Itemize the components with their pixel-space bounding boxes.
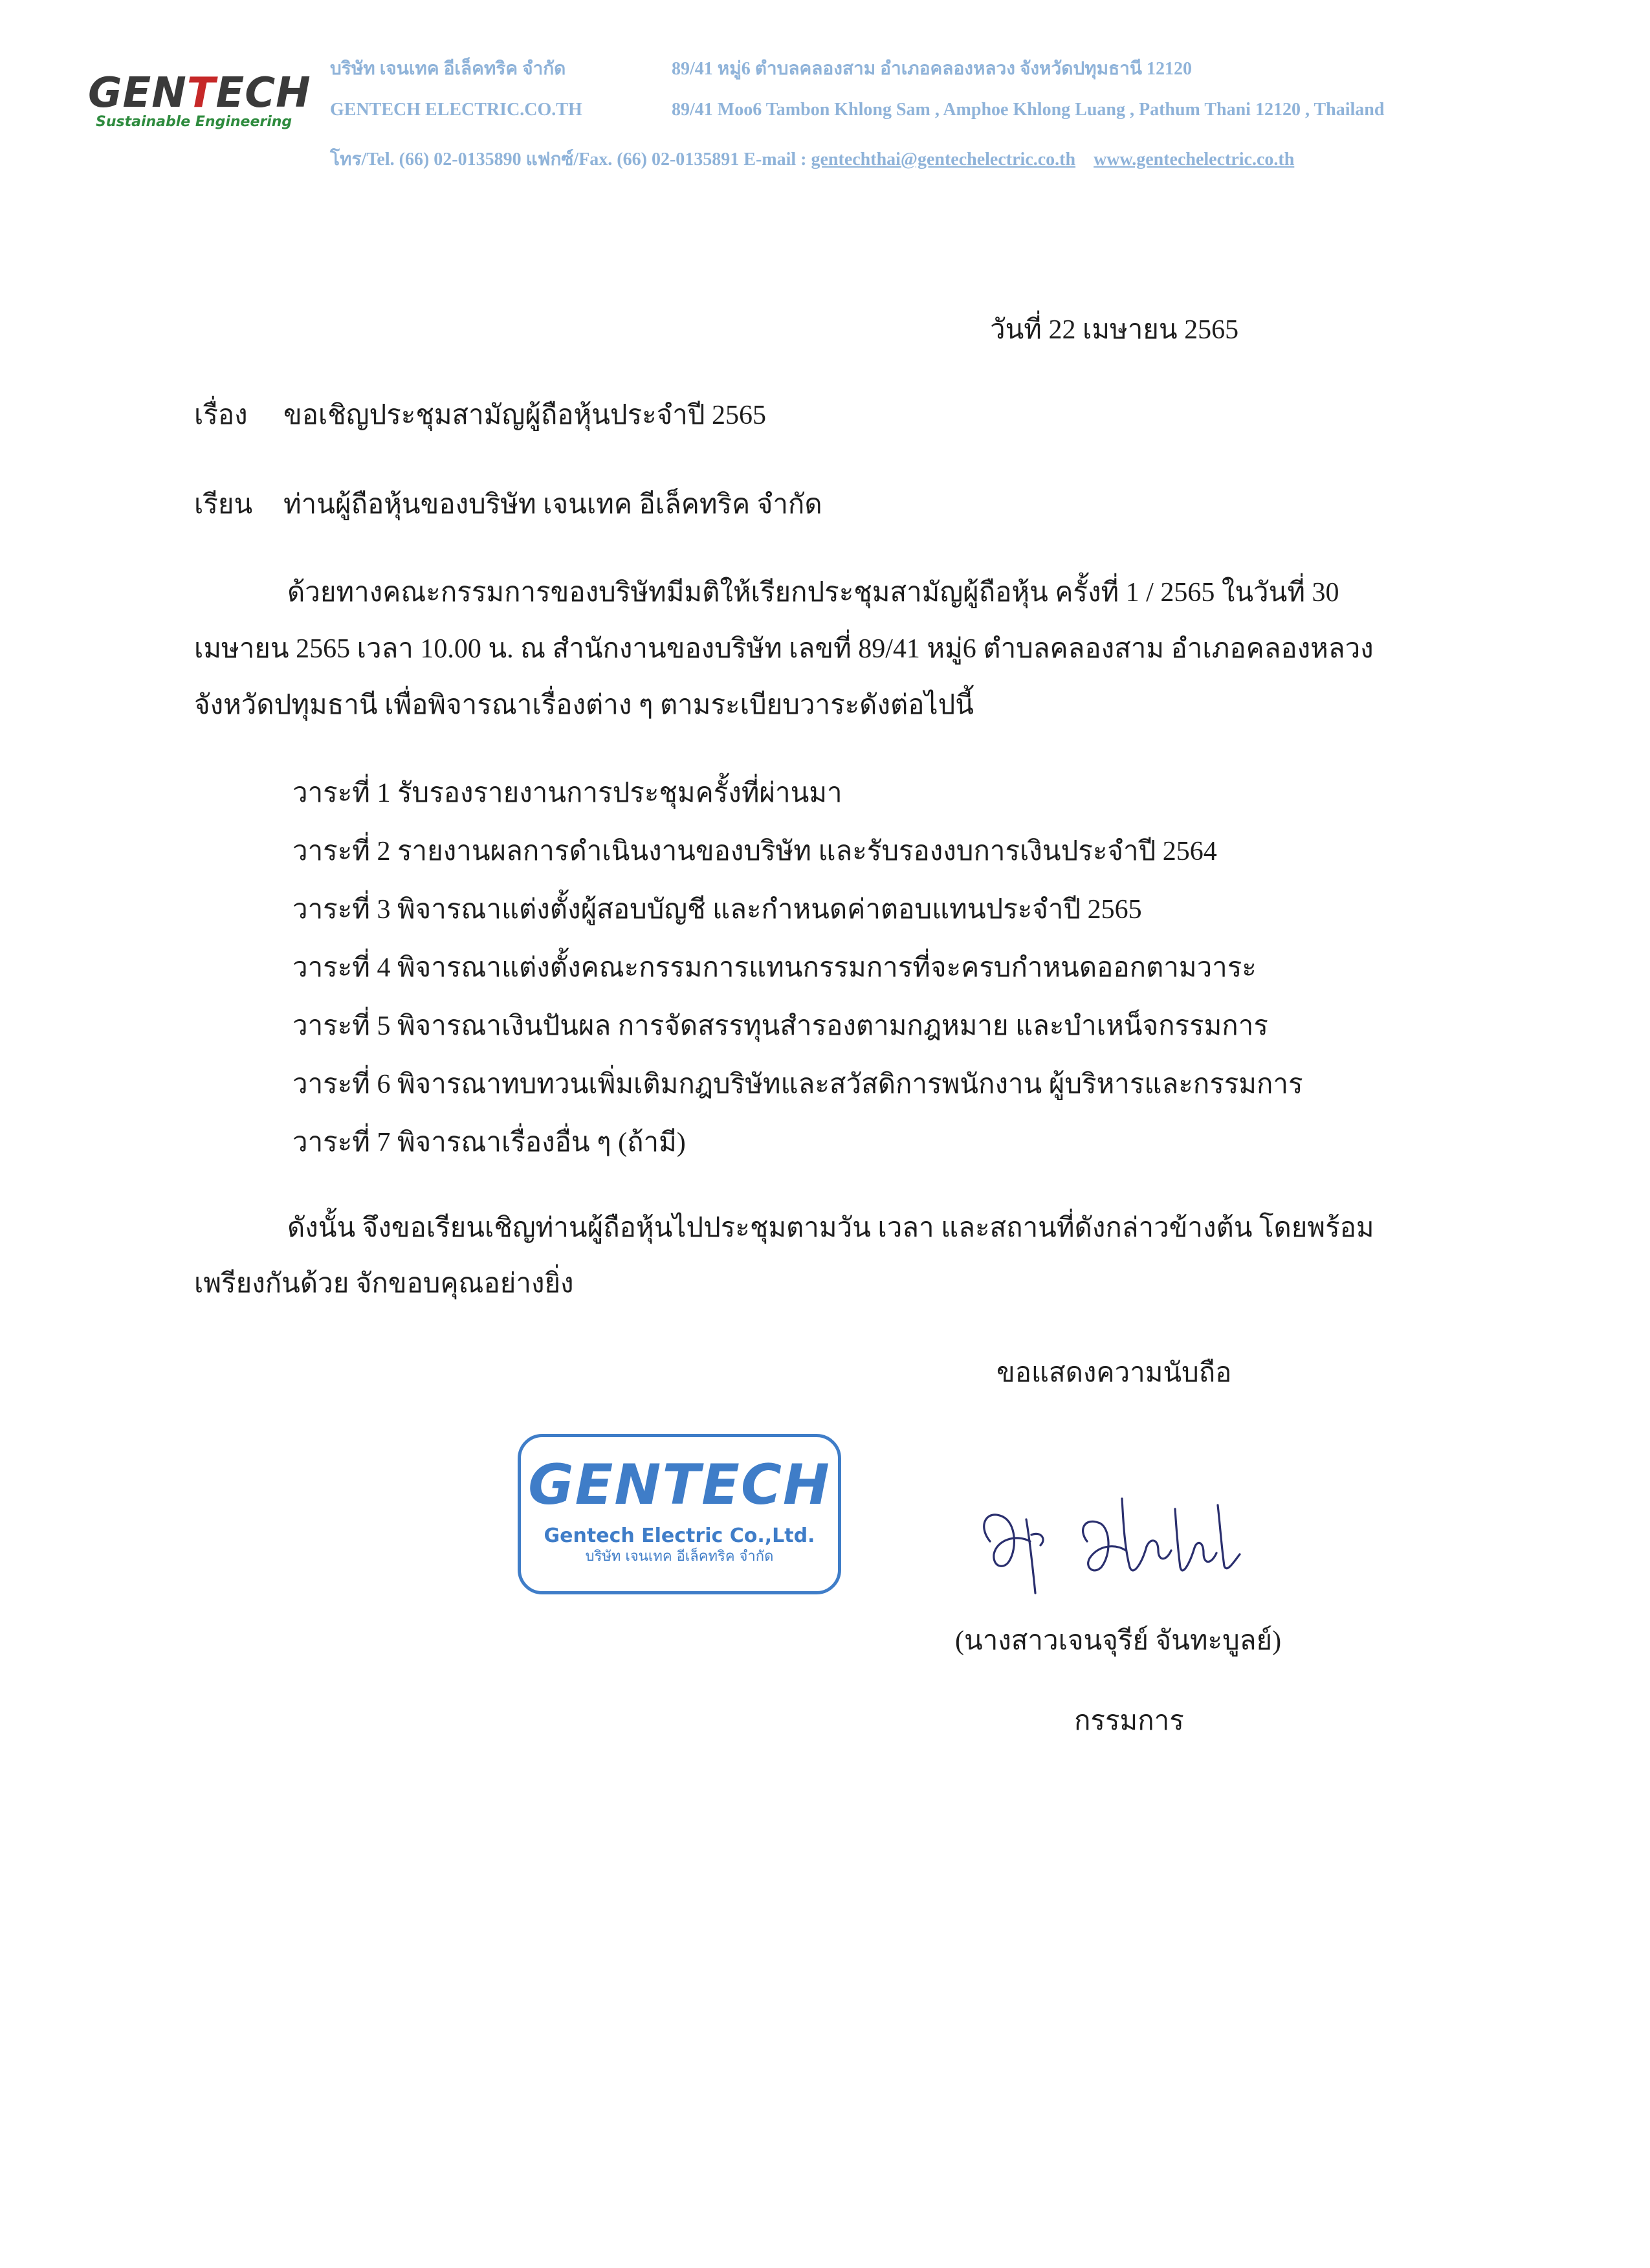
subject-label: เรื่อง xyxy=(194,401,248,430)
company-logo xyxy=(88,69,311,137)
company-name-en: GENTECH ELECTRIC.CO.TH xyxy=(330,100,582,120)
intro-line-1: ด้วยทางคณะกรรมการของบริษัทมีมติให้เรียกประชุมสามัญผู้ถือหุ้น ครั้งที่ 1 / 2565 ในวันที่ 30 xyxy=(287,578,1339,608)
contact-line xyxy=(330,145,1294,173)
agenda-item-5: วาระที่ 5 พิจารณาเงินปันผล การจัดสรรทุนสำรองตามกฎหมาย และบำเหน็จกรรมการ xyxy=(292,1011,1268,1041)
closing-line-1: ดังนั้น จึงขอเรียนเชิญท่านผู้ถือหุ้นไปประชุมตามวัน เวลา และสถานที่ดังกล่าวข้างต้น โดยพร้อม xyxy=(287,1213,1374,1243)
address-en: 89/41 Moo6 Tambon Khlong Sam , Amphoe Khlong Luang , Pathum Thani 12120 , Thailand xyxy=(672,100,1385,120)
company-name-th: บริษัท เจนเทค อีเล็คทริค จำกัด xyxy=(330,59,566,79)
contact-phone-fax: โทร/Tel. (66) 02-0135890 แฟกซ์/Fax. (66) 02-0135891 E-mail : xyxy=(330,149,811,170)
intro-line-3: จังหวัดปทุมธานี เพื่อพิจารณาเรื่องต่าง ๆ ตามระเบียบวาระดังต่อไปนี้ xyxy=(194,690,974,720)
agenda-item-2: วาระที่ 2 รายงานผลการดำเนินงานของบริษัท และรับรองงบการเงินประจำปี 2564 xyxy=(292,837,1217,866)
stamp-name-th: บริษัท เจนเทค อีเล็คทริค จำกัด xyxy=(585,1548,774,1565)
intro-line-2: เมษายน 2565 เวลา 10.00 น. ณ สำนักงานของบริษัท เลขที่ 89/41 หมู่6 ตำบลคลองสาม อำเภอคลองหลวง xyxy=(194,634,1374,664)
subject-text: ขอเชิญประชุมสามัญผู้ถือหุ้นประจำปี 2565 xyxy=(283,401,767,430)
email-link[interactable]: gentechthai@gentechelectric.co.th xyxy=(811,149,1076,170)
website-link[interactable]: www.gentechelectric.co.th xyxy=(1094,149,1295,170)
letter-date: วันที่ 22 เมษายน 2565 xyxy=(990,315,1239,345)
signer-name: (นางสาวเจนจุรีย์ จันทะบูลย์) xyxy=(955,1626,1282,1656)
handwritten-signature xyxy=(964,1464,1301,1600)
recipient-label: เรียน xyxy=(194,490,253,520)
agenda-item-3: วาระที่ 3 พิจารณาแต่งตั้งผู้สอบบัญชี และกำหนดค่าตอบแทนประจำปี 2565 xyxy=(292,895,1142,925)
address-th: 89/41 หมู่6 ตำบลคลองสาม อำเภอคลองหลวง จังหวัดปทุมธานี 12120 xyxy=(672,59,1193,79)
recipient-text: ท่านผู้ถือหุ้นของบริษัท เจนเทค อีเล็คทริค จำกัด xyxy=(283,490,822,520)
stamp-name-en: Gentech Electric Co.,Ltd. xyxy=(544,1525,815,1547)
logo-tagline: Sustainable Engineering xyxy=(96,114,292,130)
company-stamp xyxy=(518,1434,841,1594)
closing-line-2: เพรียงกันด้วย จักขอบคุณอย่างยิ่ง xyxy=(194,1269,574,1299)
logo-wordmark: GENTECH xyxy=(88,69,311,117)
signer-title: กรรมการ xyxy=(1074,1706,1184,1736)
agenda-item-6: วาระที่ 6 พิจารณาทบทวนเพิ่มเติมกฎบริษัทและสวัสดิการพนักงาน ผู้บริหารและกรรมการ xyxy=(292,1070,1303,1099)
agenda-item-4: วาระที่ 4 พิจารณาแต่งตั้งคณะกรรมการแทนกรรมการที่จะครบกำหนดออกตามวาระ xyxy=(292,953,1257,983)
regards-text: ขอแสดงความนับถือ xyxy=(996,1358,1232,1388)
agenda-item-7: วาระที่ 7 พิจารณาเรื่องอื่น ๆ (ถ้ามี) xyxy=(292,1128,686,1158)
agenda-item-1: วาระที่ 1 รับรองรายงานการประชุมครั้งที่ผ่านมา xyxy=(292,778,842,808)
stamp-logo: GENTECH xyxy=(528,1453,831,1517)
